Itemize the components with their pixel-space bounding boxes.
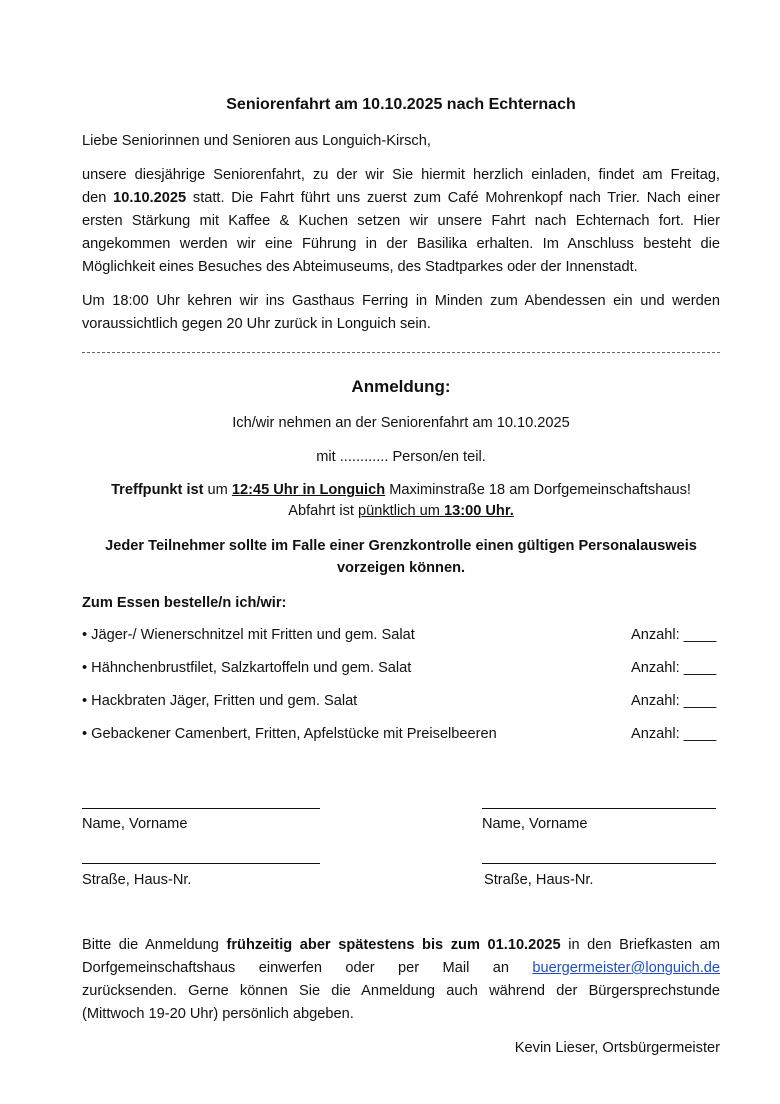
document-title: Seniorenfahrt am 10.10.2025 nach Echternach [226, 96, 576, 113]
intro-line-2: den 10.10.2025 statt. Die Fahrt führt uns zuerst zum Café Mohrenkopf nach Trier. Nach einer [82, 190, 721, 206]
closing-line-1: Bitte die Anmeldung frühzeitig aber spätestens bis zum 01.10.2025 in den Briefkasten am [82, 937, 720, 953]
street-signature-line-right[interactable] [482, 863, 716, 864]
meal-item [82, 723, 720, 745]
meal-quantity-field[interactable]: Anzahl: ____ [631, 627, 717, 643]
meeting-point: Treffpunkt ist um 12:45 Uhr in Longuich Maximinstraße 18 am Dorfgemeinschaftshaus! [111, 482, 691, 498]
meal-name: • Jäger-/ Wienerschnitzel mit Fritten und gem. Salat [82, 627, 415, 643]
closing-line-2: Dorfgemeinschaftshaus einwerfen oder per Mail an buergermeister@longuich.de [82, 960, 720, 976]
email-link[interactable]: buergermeister@longuich.de [532, 960, 720, 976]
meal-quantity-field[interactable]: Anzahl: ____ [631, 660, 717, 676]
street-label-right: Straße, Haus-Nr. [484, 872, 594, 888]
meals-heading: Zum Essen bestelle/n ich/wir: [82, 595, 287, 611]
meal-item [82, 657, 720, 679]
intro-line-5: Möglichkeit eines Besuches des Abteimuseums, des Stadtparkes oder der Innenstadt. [82, 259, 638, 275]
signoff: Kevin Lieser, Ortsbürgermeister [514, 1040, 720, 1056]
trip-date: 10.10.2025 [113, 190, 187, 206]
return-line-2: voraussichtlich gegen 20 Uhr zurück in Longuich sein. [82, 316, 431, 332]
intro-line-1: unsere diesjährige Seniorenfahrt, zu der wir Sie hiermit herzlich einladen, findet am Freitag, [82, 167, 720, 183]
meal-name: • Hähnchenbrustfilet, Salzkartoffeln und gem. Salat [82, 660, 412, 676]
registration-heading: Anmeldung: [351, 377, 451, 396]
return-line-1: Um 18:00 Uhr kehren wir ins Gasthaus Ferring in Minden zum Abendessen ein und werden [82, 293, 720, 309]
street-label-left: Straße, Haus-Nr. [82, 872, 192, 888]
name-signature-line-left[interactable] [82, 808, 320, 809]
name-label-left: Name, Vorname [82, 816, 188, 832]
meal-quantity-field[interactable]: Anzahl: ____ [631, 693, 717, 709]
id-notice-line-2: vorzeigen können. [336, 560, 466, 576]
meal-name: • Gebackener Camenbert, Fritten, Apfelstücke mit Preiselbeeren [82, 726, 497, 742]
meal-quantity-field[interactable]: Anzahl: ____ [631, 726, 717, 742]
closing-line-3: zurücksenden. Gerne können Sie die Anmeldung auch während der Bürgersprechstunde [82, 983, 720, 999]
greeting: Liebe Seniorinnen und Senioren aus Longuich-Kirsch, [82, 133, 431, 149]
registration-line-2: mit ............ Person/en teil. [316, 449, 486, 465]
intro-line-3: ersten Stärkung mit Kaffee & Kuchen setzen wir unsere Fahrt nach Echternach fort. Hier [82, 213, 720, 229]
meal-item [82, 624, 720, 646]
intro-line-4: angekommen werden wir eine Führung in der Basilika erhalten. Im Anschluss besteht die [82, 236, 720, 252]
closing-line-4: (Mittwoch 19-20 Uhr) persönlich abgeben. [82, 1006, 354, 1022]
meal-name: • Hackbraten Jäger, Fritten und gem. Salat [82, 693, 358, 709]
registration-line-1: Ich/wir nehmen an der Seniorenfahrt am 10.10.2025 [232, 415, 570, 431]
name-label-right: Name, Vorname [482, 816, 588, 832]
meal-item [82, 690, 720, 712]
name-signature-line-right[interactable] [482, 808, 716, 809]
id-notice-line-1: Jeder Teilnehmer sollte im Falle einer Grenzkontrolle einen gültigen Personalausweis [105, 538, 697, 554]
street-signature-line-left[interactable] [82, 863, 320, 864]
cut-line-divider [82, 352, 720, 353]
departure-time: Abfahrt ist pünktlich um 13:00 Uhr. [288, 503, 514, 519]
